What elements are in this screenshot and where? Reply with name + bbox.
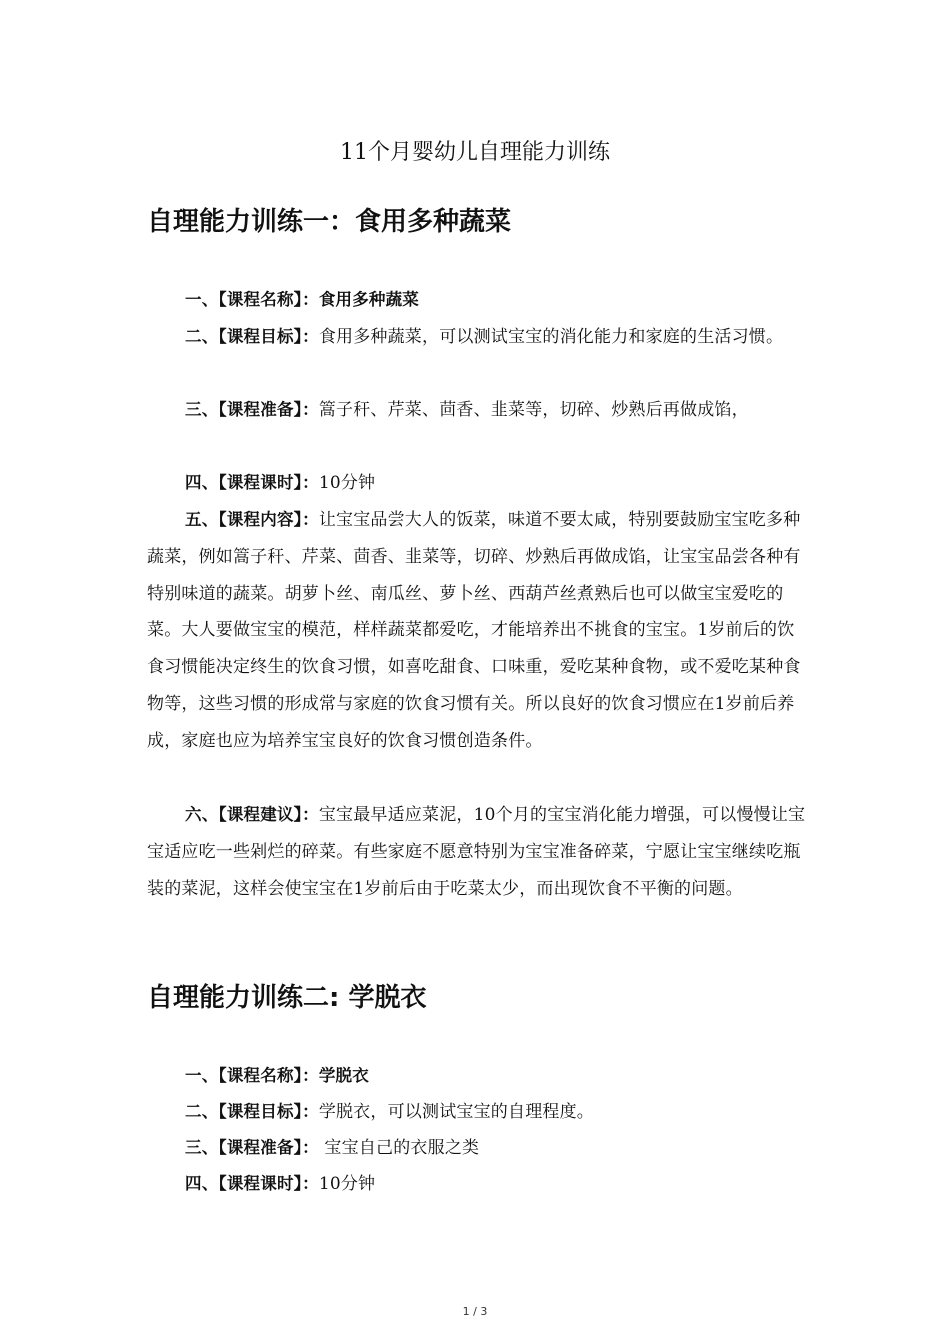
document-title: 11个月婴幼儿自理能力训练 [340,140,610,165]
item-value: 10分钟 [318,1174,376,1194]
section-2-item-3 [147,1130,807,1167]
item-number: 一、 [185,1066,219,1085]
item-value: 让宝宝品尝大人的饭菜，味道不要太咸，特别要鼓励宝宝吃多种蔬菜，例如篙子秆、芹菜、茴香、韭菜等，切碎、炒熟后再做成馅，让宝宝品尝各种有特别味道的蔬菜。胡萝卜丝、南瓜丝、萝卜丝、西葫芦丝煮熟后也可以做宝宝爱吃的菜。大人要做宝宝的模范，样样蔬菜都爱吃，才能培养出不挑食的宝宝。1岁前后的饮食习惯能决定终生的饮食习惯，如喜吃甜食、口味重，爱吃某种食物，或不爱吃某种食物等，这些习惯的形成常与家庭的饮食习惯有关。所以良好的饮食习惯应在1岁前后养成，家庭也应为培养宝宝良好的饮食习惯创造条件。 [147,510,801,751]
item-label: 【课程目标】： [218,327,319,346]
item-label: 【课程内容】： [218,510,319,529]
item-label: 【课程名称】： [218,290,319,309]
section-1-item-1 [147,282,807,319]
item-number: 三、 [185,1138,219,1157]
section-2-item-2 [147,1094,807,1131]
item-label: 【课程课时】： [218,473,319,492]
section-1-item-6 [147,797,807,907]
item-number: 二、 [185,1102,219,1121]
item-value: 宝宝最早适应菜泥，10个月的宝宝消化能力增强，可以慢慢让宝宝适应吃一些剁烂的碎菜。有些家庭不愿意特别为宝宝准备碎菜，宁愿让宝宝继续吃瓶装的菜泥，这样会使宝宝在1岁前后由于吃菜太少，而出现饮食不平衡的问题。 [147,805,806,899]
item-label: 【课程名称】： [218,1066,319,1085]
section-heading-2: 自理能力训练二: 学脱衣 [147,983,427,1013]
item-value: 10分钟 [318,473,376,493]
section-1-item-2 [147,319,807,356]
section-2-item-4 [147,1166,807,1203]
item-value: 篙子秆、芹菜、茴香、韭菜等，切碎、炒熟后再做成馅， [318,400,749,420]
section-heading-1: 自理能力训练一：食用多种蔬菜 [147,207,512,237]
item-value: 学脱衣，可以测试宝宝的自理程度。 [318,1102,595,1122]
section-1-item-5 [147,502,807,760]
item-number: 五、 [185,510,219,529]
item-number: 六、 [185,805,219,824]
item-number: 四、 [185,473,219,492]
item-value: 学脱衣 [318,1066,369,1085]
item-number: 一、 [185,290,219,309]
item-value: 食用多种蔬菜 [318,290,420,309]
section-1-item-4 [147,465,807,502]
item-label: 【课程目标】： [218,1102,319,1121]
section-1-item-3 [147,392,807,429]
section-2-item-1 [147,1058,807,1095]
item-label: 【课程准备】： [218,1138,319,1157]
item-number: 三、 [185,400,219,419]
item-value: 食用多种蔬菜，可以测试宝宝的消化能力和家庭的生活习惯。 [318,327,784,347]
page-number: 1 / 3 [462,1305,488,1318]
item-label: 【课程建议】： [218,805,319,824]
item-label: 【课程准备】： [218,400,319,419]
item-value: 宝宝自己的衣服之类 [318,1138,480,1158]
item-label: 【课程课时】： [218,1174,319,1193]
item-number: 二、 [185,327,219,346]
item-number: 四、 [185,1174,219,1193]
